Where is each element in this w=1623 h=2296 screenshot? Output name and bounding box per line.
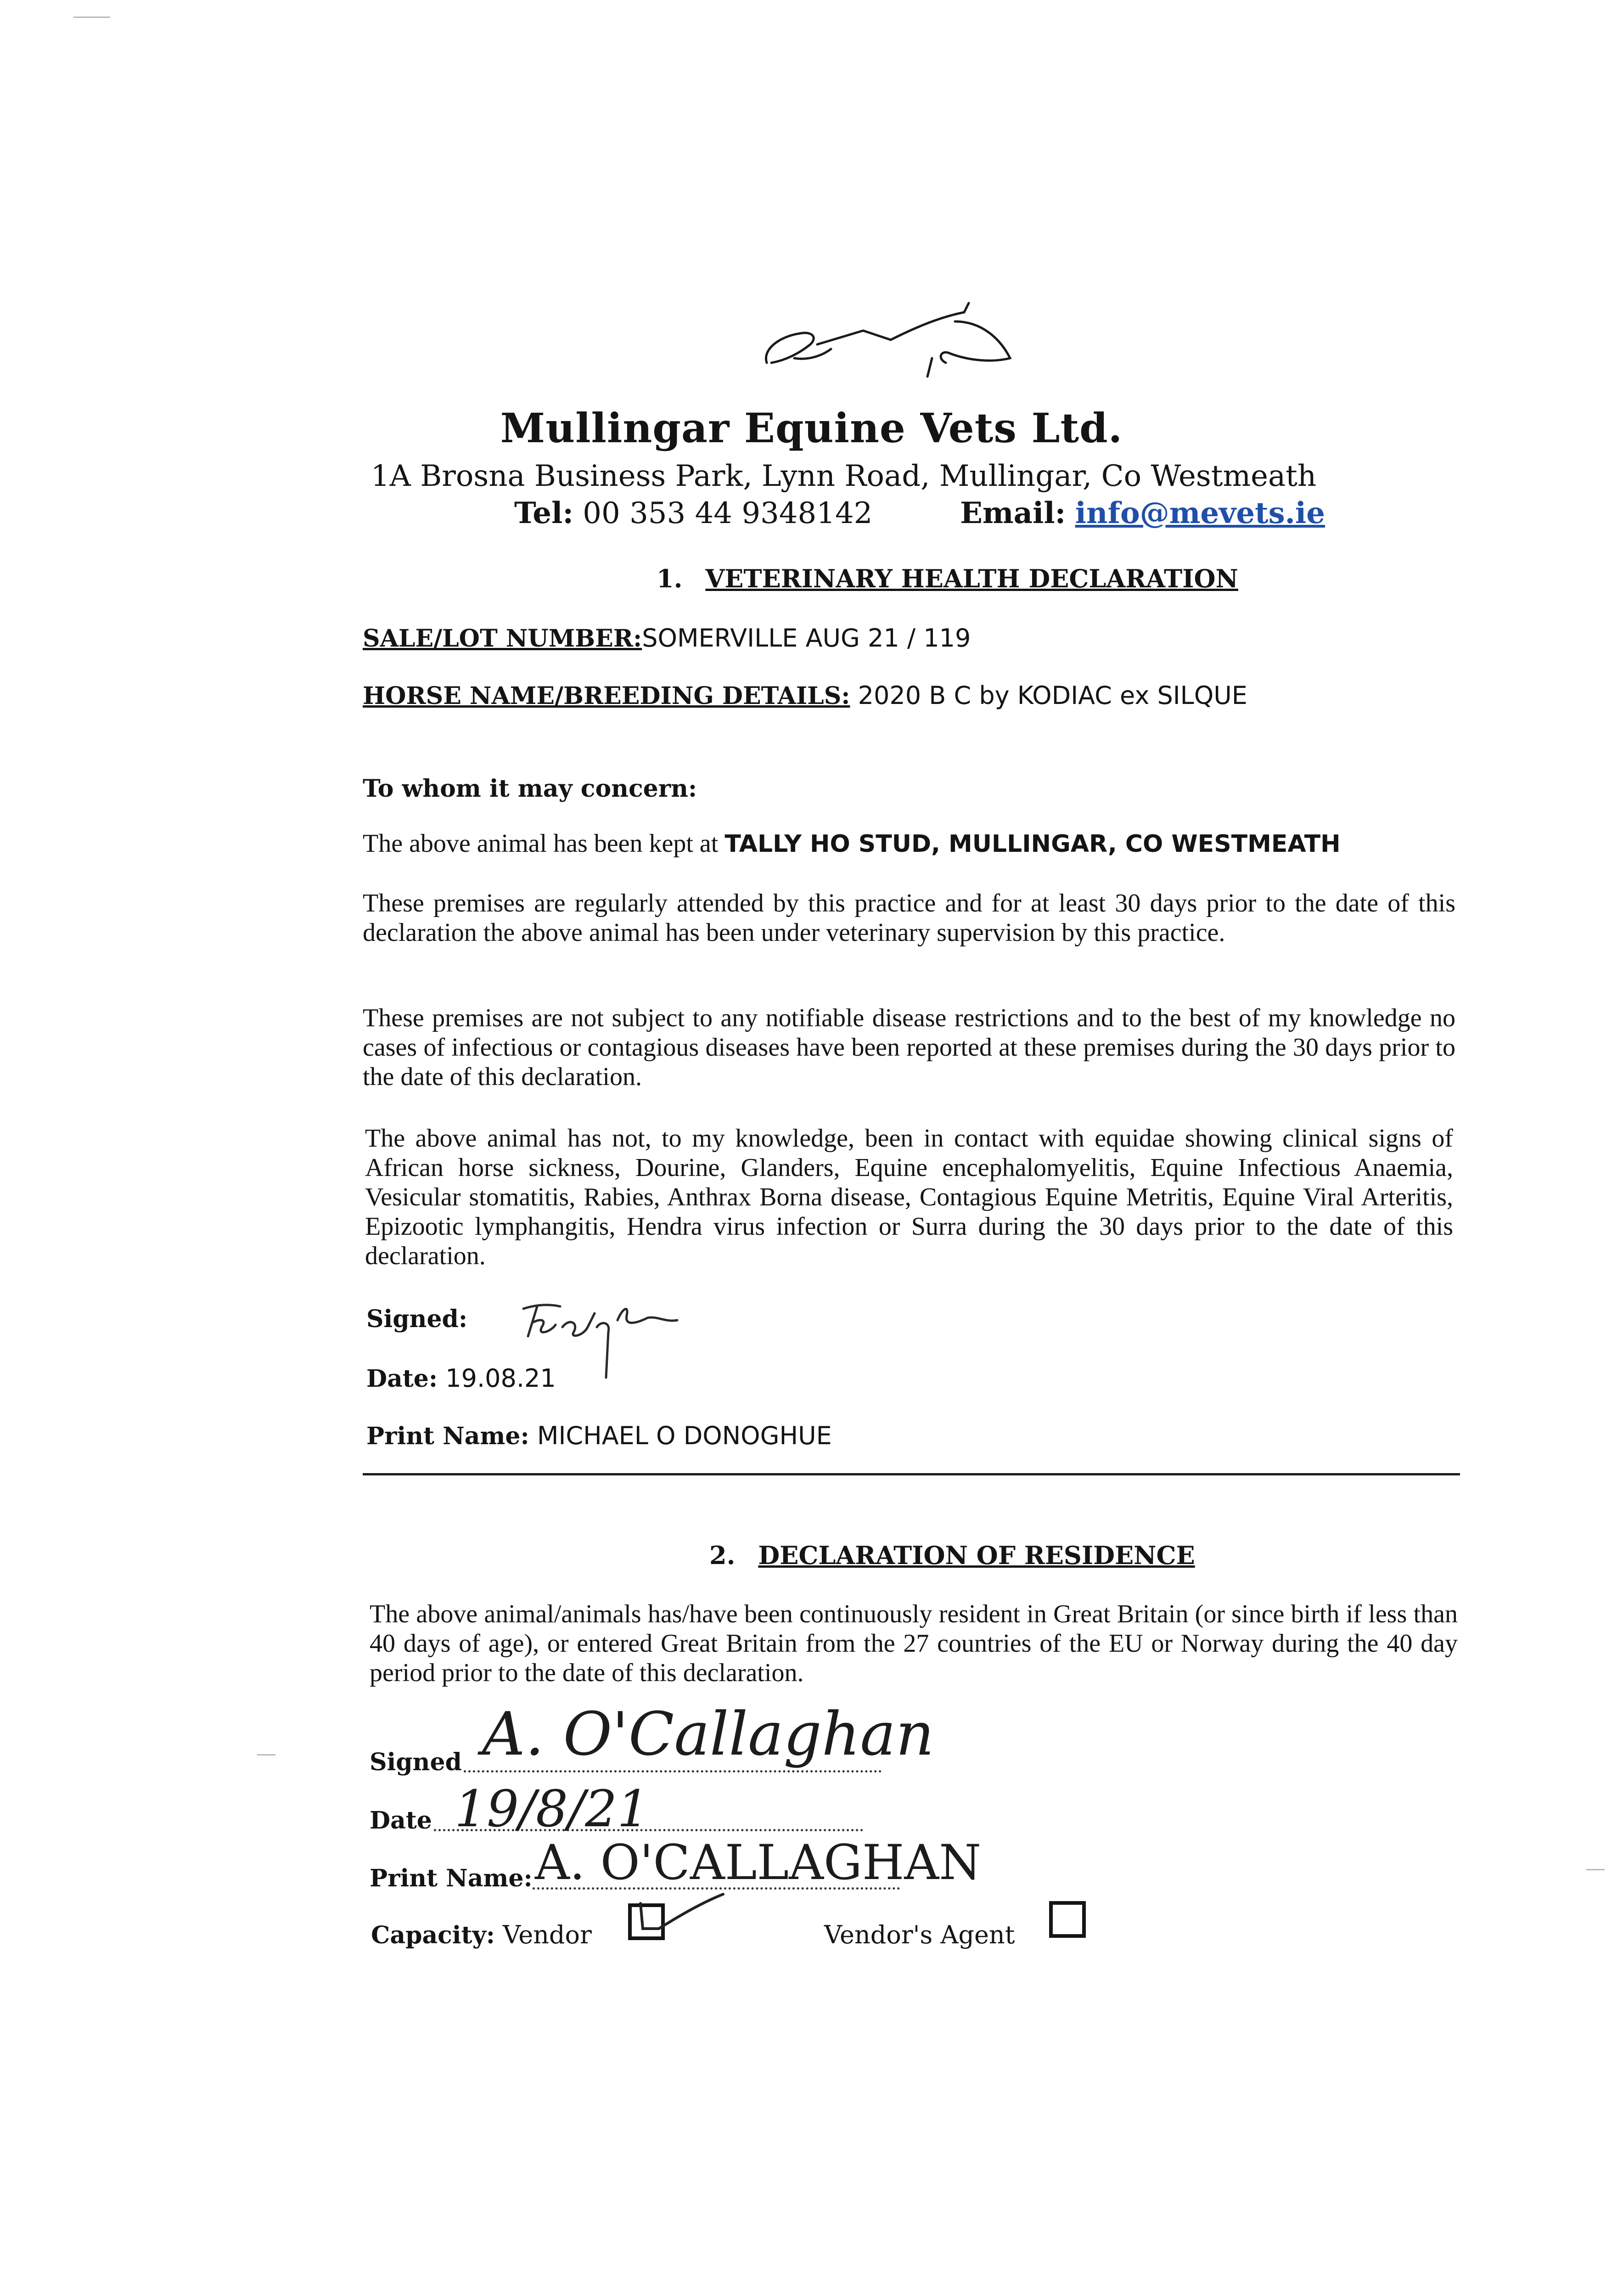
vendor-agent-checkbox[interactable] xyxy=(1049,1901,1086,1938)
para-restrictions: These premises are not subject to any notifiable disease restrictions and to the best of my knowledge no cases of infectious or contagious diseases have been reported at these premises during the 30 days prior to the date of this declaration. xyxy=(363,1004,1455,1091)
horse-head-logo xyxy=(753,294,1038,386)
print-name2-label: Print Name: xyxy=(370,1864,533,1892)
email-link[interactable]: info@mevets.ie xyxy=(1075,496,1325,530)
tel-value: 00 353 44 9348142 xyxy=(583,496,873,530)
signed2-dotted-line xyxy=(464,1770,882,1773)
section2-heading xyxy=(709,1541,1195,1570)
capacity-label: Capacity: xyxy=(371,1921,495,1949)
kept-at-place: TALLY HO STUD, MULLINGAR, CO WESTMEATH xyxy=(724,830,1341,858)
horse-label: HORSE NAME/BREEDING DETAILS: xyxy=(363,682,850,710)
company-name: Mullingar Equine Vets Ltd. xyxy=(500,404,1123,452)
date1-field xyxy=(366,1364,556,1393)
para-contact: The above animal has not, to my knowledge, been in contact with equidae showing clinical signs of African horse sickness, Dourine, Glanders, Equine encephalomyelitis, Equine Infectious Anaemia, Vesicular stomatitis, Rabies, Anthrax Borna disease, Contagious Equine Metritis, Equine Viral Arteritis, Epizootic lymphangitis, Hendra virus infection or Surra during the 30 days prior to the date of this declaration. xyxy=(365,1124,1453,1270)
signed1-field xyxy=(366,1304,467,1333)
scan-mark-left xyxy=(257,1754,275,1756)
salutation: To whom it may concern: xyxy=(363,775,697,803)
horse-field xyxy=(363,681,1247,710)
sale-lot-label: SALE/LOT NUMBER: xyxy=(363,625,642,653)
company-address: 1A Brosna Business Park, Lynn Road, Mullingar, Co Westmeath xyxy=(371,459,1317,493)
para-residence: The above animal/animals has/have been continuously resident in Great Britain (or since birth if less than 40 days of age), or entered Great Britain from the 27 countries of the EU or Norway during the 40 day period prior to the date of this declaration. xyxy=(370,1600,1458,1687)
section-divider xyxy=(363,1473,1460,1475)
para-supervision: These premises are regularly attended by this practice and for at least 30 days prior to the date of this declaration the above animal has been under veterinary supervision by this practice. xyxy=(363,889,1455,947)
print-name2-handwriting: A. O'CALLAGHAN xyxy=(535,1835,982,1891)
date1-value: 19.08.21 xyxy=(445,1364,556,1393)
vendor-check-mark xyxy=(631,1885,732,1940)
section2-number: 2. xyxy=(709,1541,736,1570)
sale-lot-field xyxy=(363,624,971,653)
signed1-label: Signed: xyxy=(366,1305,468,1333)
section1-number: 1. xyxy=(657,564,683,593)
vendor-agent-label: Vendor's Agent xyxy=(824,1920,1015,1949)
tel-label: Tel: xyxy=(514,496,573,530)
scan-mark-top xyxy=(73,17,110,18)
contact-line xyxy=(514,496,1325,530)
sale-lot-value: SOMERVILLE AUG 21 / 119 xyxy=(642,624,971,653)
print-name1-label: Print Name: xyxy=(366,1422,529,1450)
print-name1-value: MICHAEL O DONOGHUE xyxy=(537,1421,832,1450)
section1-title: VETERINARY HEALTH DECLARATION xyxy=(705,564,1238,593)
date2-label: Date xyxy=(370,1806,432,1835)
print-name1-field xyxy=(366,1421,832,1450)
signed2-handwriting: A. O'Callaghan xyxy=(482,1699,934,1769)
date2-handwriting: 19/8/21 xyxy=(455,1779,650,1838)
horse-value: 2020 B C by KODIAC ex SILQUE xyxy=(858,681,1247,710)
email-label: Email: xyxy=(960,496,1066,530)
vendor-label: Vendor xyxy=(503,1920,592,1949)
scan-mark-right xyxy=(1586,1869,1605,1870)
kept-at-prefix: The above animal has been kept at xyxy=(363,829,719,858)
date1-label: Date: xyxy=(366,1365,438,1393)
signed2-label: Signed xyxy=(370,1748,462,1776)
section1-heading xyxy=(657,564,1238,593)
capacity-row xyxy=(371,1920,592,1949)
kept-at-line xyxy=(363,829,1341,859)
section2-title: DECLARATION OF RESIDENCE xyxy=(758,1541,1195,1570)
